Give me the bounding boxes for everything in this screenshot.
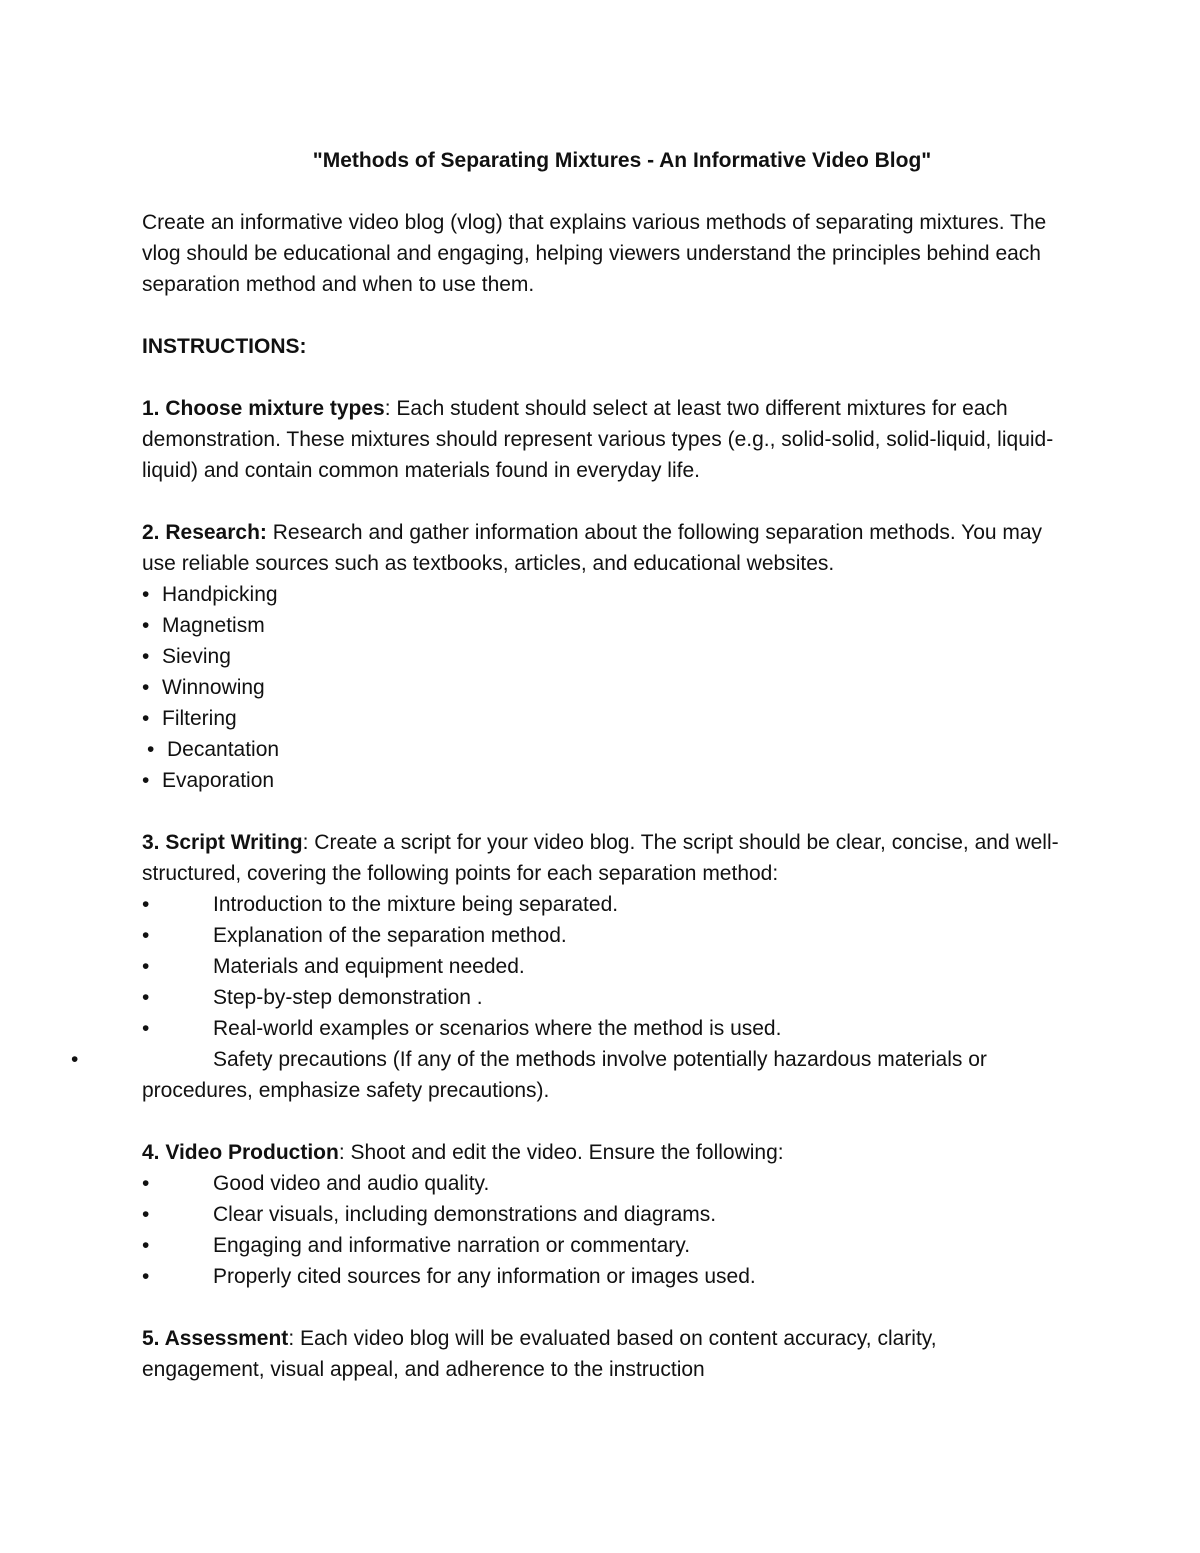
bullet-icon: • — [71, 1048, 79, 1071]
bullet-icon: • — [142, 1172, 150, 1195]
instructions-heading: INSTRUCTIONS: — [142, 335, 307, 358]
bullet-icon: • — [142, 893, 150, 916]
document-body — [71, 145, 1062, 1385]
section-choose-mixture-types — [142, 393, 1062, 486]
section-assessment — [142, 1323, 1062, 1385]
section-research — [142, 517, 1062, 579]
script-points-list — [71, 889, 1062, 1106]
bullet-icon: • — [142, 1234, 150, 1257]
section-label: 5. Assessment — [142, 1327, 289, 1350]
list-item: • Evaporation — [142, 765, 1062, 796]
section-label: 1. Choose mixture types — [142, 397, 385, 420]
intro-paragraph: Create an informative video blog (vlog) that explains various methods of separating mixtures. The vlog should be educational and engaging, helping viewers understand the principles behind each separation method and when to use them. — [142, 211, 1047, 296]
bullet-icon: • — [142, 707, 150, 730]
bullet-icon: • — [142, 986, 150, 1009]
list-item: • Decantation — [142, 734, 1062, 765]
section-text: Research and gather information about the following separation methods. You may use reliable sources such as textbooks, articles, and educational websites. — [142, 521, 1043, 575]
section-text: : Shoot and edit the video. Ensure the following: — [338, 1141, 784, 1164]
bullet-icon: • — [142, 614, 150, 637]
bullet-icon: • — [142, 676, 150, 699]
list-item: • Explanation of the separation method. — [142, 920, 1062, 951]
list-item: • Safety precautions (If any of the methods involve potentially hazardous materials or procedures, emphasize safety precautions). — [142, 1044, 1062, 1106]
list-item: • Engaging and informative narration or commentary. — [142, 1230, 1062, 1261]
bullet-icon: • — [147, 738, 155, 761]
production-points-list — [142, 1168, 1062, 1292]
list-item: • Real-world examples or scenarios where the method is used. — [142, 1013, 1062, 1044]
section-script-writing — [142, 827, 1062, 889]
list-item: • Clear visuals, including demonstrations and diagrams. — [142, 1199, 1062, 1230]
list-item: • Introduction to the mixture being separated. — [142, 889, 1062, 920]
list-item: • Sieving — [142, 641, 1062, 672]
list-item: • Step-by-step demonstration . — [142, 982, 1062, 1013]
bullet-icon: • — [142, 924, 150, 947]
section-text: : Each video blog will be evaluated based on content accuracy, clarity, engagement, visual appeal, and adherence to the instruction — [142, 1327, 937, 1381]
list-item: • Properly cited sources for any information or images used. — [142, 1261, 1062, 1292]
document-title: "Methods of Separating Mixtures - An Informative Video Blog" — [312, 149, 932, 172]
bullet-icon: • — [142, 1265, 150, 1288]
separation-methods-list — [142, 579, 1062, 796]
bullet-icon: • — [142, 1203, 150, 1226]
list-item: • Handpicking — [142, 579, 1062, 610]
section-text: : Create a script for your video blog. The script should be clear, concise, and well-structured, covering the following points for each separation method: — [142, 831, 1059, 885]
bullet-icon: • — [142, 645, 150, 668]
section-text: : Each student should select at least two different mixtures for each demonstration. These mixtures should represent various types (e.g., solid-solid, solid-liquid, liquid-liquid) and contain common materials found in everyday life. — [142, 397, 1054, 482]
list-item: • Good video and audio quality. — [142, 1168, 1062, 1199]
bullet-icon: • — [142, 1017, 150, 1040]
list-item: • Filtering — [142, 703, 1062, 734]
section-label: 4. Video Production — [142, 1141, 339, 1164]
bullet-icon: • — [142, 955, 150, 978]
list-item: • Winnowing — [142, 672, 1062, 703]
section-video-production — [142, 1137, 1062, 1168]
section-label: 3. Script Writing — [142, 831, 303, 854]
bullet-icon: • — [142, 583, 150, 606]
bullet-icon: • — [142, 769, 150, 792]
section-label: 2. Research: — [142, 521, 267, 544]
list-item: • Materials and equipment needed. — [142, 951, 1062, 982]
list-item: • Magnetism — [142, 610, 1062, 641]
